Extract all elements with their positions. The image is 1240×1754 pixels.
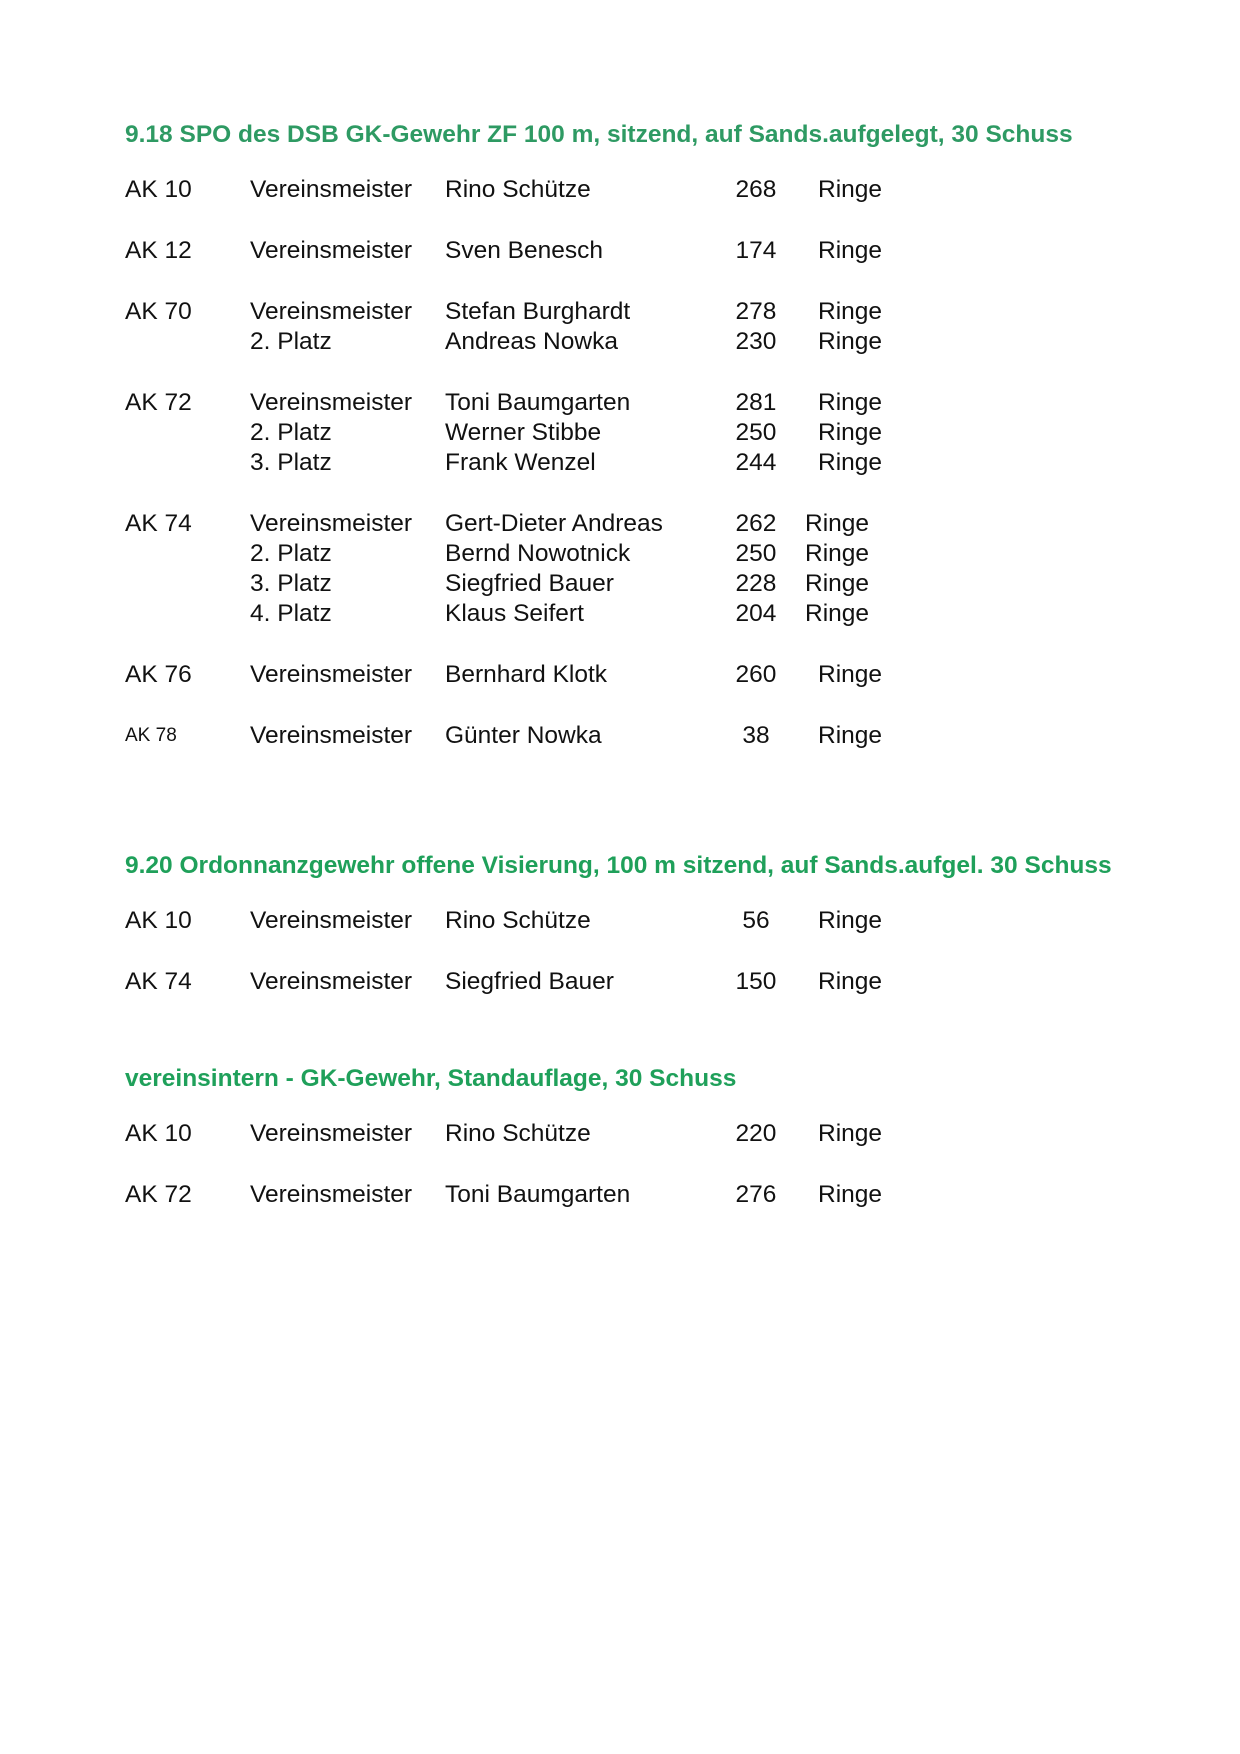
placement-label: Vereinsmeister: [250, 968, 413, 995]
age-class-label: AK 76: [125, 661, 192, 688]
results-section-vereinsintern: [125, 1064, 1125, 1241]
placement-label: 3. Platz: [250, 449, 332, 476]
score-value: 250: [735, 540, 777, 567]
results-section-920: [125, 851, 1125, 1028]
result-row: [125, 509, 1125, 539]
age-class-group: [125, 967, 1125, 997]
shooter-name: Rino Schütze: [445, 1120, 591, 1147]
age-class-label: AK 74: [125, 510, 192, 537]
score-value: 260: [735, 661, 777, 688]
score-value: 276: [735, 1181, 777, 1208]
age-class-label: AK 72: [125, 1181, 192, 1208]
section-heading: 9.18 SPO des DSB GK-Gewehr ZF 100 m, sitzend, auf Sands.aufgelegt, 30 Schuss: [125, 121, 1073, 148]
score-value: 150: [735, 968, 777, 995]
score-value: 262: [735, 510, 777, 537]
shooter-name: Bernd Nowotnick: [445, 540, 631, 567]
results-list: [125, 906, 1125, 997]
placement-label: 2. Platz: [250, 419, 332, 446]
placement-label: 3. Platz: [250, 570, 332, 597]
placement-label: Vereinsmeister: [250, 661, 413, 688]
result-row: [125, 297, 1125, 327]
shooter-name: Frank Wenzel: [445, 449, 596, 476]
score-value: 38: [742, 722, 770, 749]
shooter-name: Stefan Burghardt: [445, 298, 631, 325]
result-row: [125, 599, 1125, 629]
result-row: [125, 327, 1125, 357]
section-heading: 9.20 Ordonnanzgewehr offene Visierung, 100 m sitzend, auf Sands.aufgel. 30 Schuss: [125, 852, 1112, 879]
shooter-name: Toni Baumgarten: [445, 389, 631, 416]
result-row: [125, 175, 1125, 205]
age-class-label: AK 74: [125, 968, 192, 995]
score-value: 220: [735, 1120, 777, 1147]
placement-label: Vereinsmeister: [250, 1181, 413, 1208]
score-unit: Ringe: [818, 449, 883, 476]
age-class-label: AK 10: [125, 176, 192, 203]
placement-label: 4. Platz: [250, 600, 332, 627]
score-unit: Ringe: [805, 600, 870, 627]
score-unit: Ringe: [805, 540, 870, 567]
age-class-group: [125, 236, 1125, 266]
placement-label: Vereinsmeister: [250, 176, 413, 203]
shooter-name: Günter Nowka: [445, 722, 602, 749]
score-value: 281: [735, 389, 777, 416]
score-value: 244: [735, 449, 777, 476]
score-value: 56: [742, 907, 770, 934]
score-value: 268: [735, 176, 777, 203]
shooter-name: Siegfried Bauer: [445, 570, 614, 597]
score-value: 230: [735, 328, 777, 355]
result-row: [125, 236, 1125, 266]
shooter-name: Siegfried Bauer: [445, 968, 614, 995]
result-row: [125, 569, 1125, 599]
score-unit: Ringe: [818, 298, 883, 325]
age-class-label: AK 10: [125, 907, 192, 934]
result-row: [125, 1119, 1125, 1149]
shooter-name: Sven Benesch: [445, 237, 603, 264]
age-class-group: [125, 1119, 1125, 1149]
age-class-group: [125, 906, 1125, 936]
result-row: [125, 1180, 1125, 1210]
score-unit: Ringe: [805, 570, 870, 597]
age-class-label: AK 70: [125, 298, 192, 325]
result-row: [125, 906, 1125, 936]
score-unit: Ringe: [818, 419, 883, 446]
shooter-name: Klaus Seifert: [445, 600, 584, 627]
shooter-name: Toni Baumgarten: [445, 1181, 631, 1208]
result-row: [125, 539, 1125, 569]
score-unit: Ringe: [805, 510, 870, 537]
shooter-name: Rino Schütze: [445, 176, 591, 203]
age-class-label: AK 72: [125, 389, 192, 416]
placement-label: Vereinsmeister: [250, 510, 413, 537]
placement-label: Vereinsmeister: [250, 907, 413, 934]
score-unit: Ringe: [818, 328, 883, 355]
placement-label: Vereinsmeister: [250, 237, 413, 264]
score-unit: Ringe: [818, 661, 883, 688]
placement-label: Vereinsmeister: [250, 389, 413, 416]
score-unit: Ringe: [818, 907, 883, 934]
score-unit: Ringe: [818, 176, 883, 203]
age-class-group: [125, 509, 1125, 629]
age-class-group: [125, 297, 1125, 357]
results-list: [125, 175, 1125, 751]
placement-label: Vereinsmeister: [250, 298, 413, 325]
age-class-label: AK 78: [125, 725, 177, 746]
shooter-name: Gert-Dieter Andreas: [445, 510, 663, 537]
placement-label: 2. Platz: [250, 328, 332, 355]
score-unit: Ringe: [818, 237, 883, 264]
age-class-group: [125, 175, 1125, 205]
score-unit: Ringe: [818, 1120, 883, 1147]
shooter-name: Bernhard Klotk: [445, 661, 608, 688]
score-unit: Ringe: [818, 1181, 883, 1208]
result-row: [125, 418, 1125, 448]
result-row: [125, 448, 1125, 478]
score-unit: Ringe: [818, 968, 883, 995]
result-row: [125, 388, 1125, 418]
result-row: [125, 967, 1125, 997]
age-class-group: [125, 660, 1125, 690]
score-unit: Ringe: [818, 722, 883, 749]
score-value: 174: [735, 237, 777, 264]
age-class-label: AK 12: [125, 237, 192, 264]
placement-label: Vereinsmeister: [250, 722, 413, 749]
age-class-label: AK 10: [125, 1120, 192, 1147]
shooter-name: Werner Stibbe: [445, 419, 602, 446]
score-unit: Ringe: [818, 389, 883, 416]
score-value: 278: [735, 298, 777, 325]
placement-label: Vereinsmeister: [250, 1120, 413, 1147]
score-value: 228: [735, 570, 777, 597]
results-list: [125, 1119, 1125, 1210]
result-row: [125, 660, 1125, 690]
result-row: [125, 721, 1125, 751]
results-section-918: [125, 120, 1125, 782]
age-class-group: [125, 388, 1125, 478]
section-heading: vereinsintern - GK-Gewehr, Standauflage, 30 Schuss: [125, 1065, 737, 1092]
placement-label: 2. Platz: [250, 540, 332, 567]
score-value: 204: [735, 600, 777, 627]
shooter-name: Rino Schütze: [445, 907, 591, 934]
age-class-group: [125, 1180, 1125, 1210]
age-class-group: [125, 721, 1125, 751]
shooter-name: Andreas Nowka: [445, 328, 618, 355]
score-value: 250: [735, 419, 777, 446]
